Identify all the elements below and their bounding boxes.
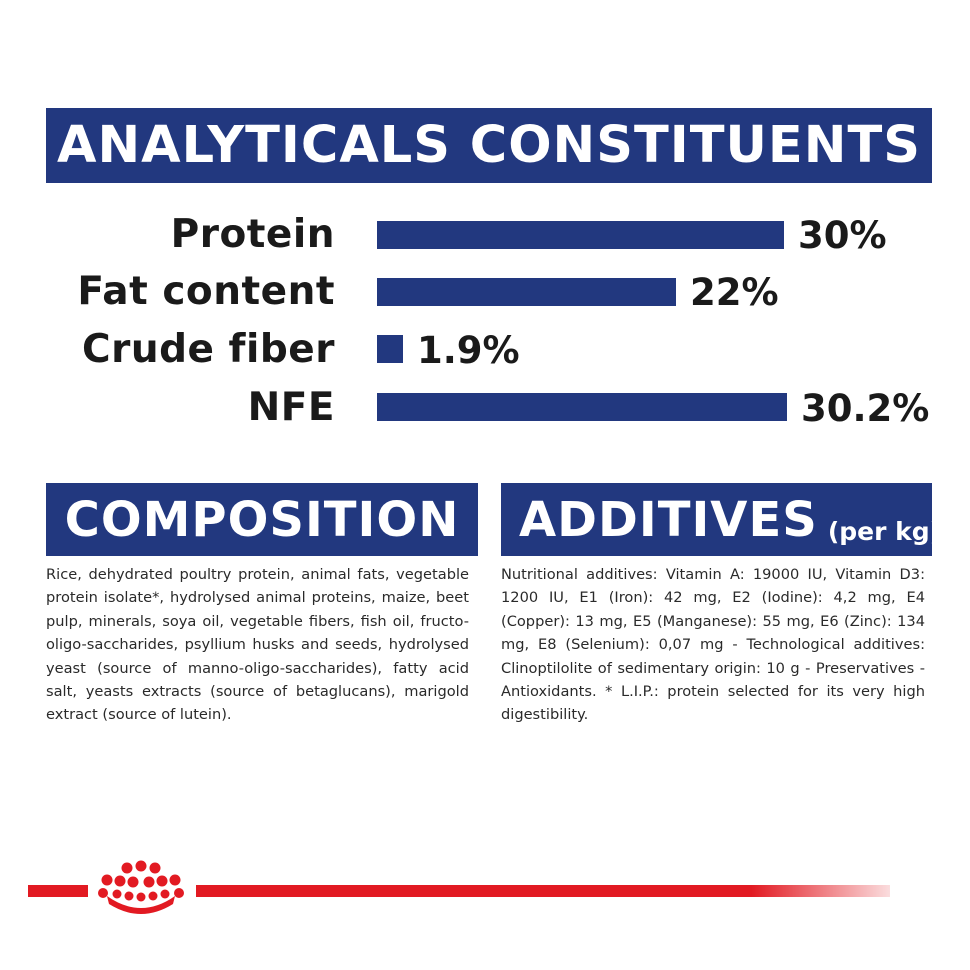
nutrient-bar-nfe <box>377 393 787 421</box>
footer-rule-right <box>196 885 890 897</box>
royal-canin-crown-icon <box>93 860 189 916</box>
additives-title: ADDITIVES <box>519 491 818 548</box>
additives-title-banner <box>501 483 942 556</box>
analyticals-title: ANALYTICALS CONSTITUENTS <box>46 108 932 183</box>
nutrient-label-fiber: Crude fiber <box>81 327 335 372</box>
nutrient-bar-protein <box>377 221 784 249</box>
composition-text: Rice, dehydrated poultry protein, animal fats, vegetable protein isolate*, hydrolysed animal proteins, maize, beet pulp, minerals, soya oil, vegetable fibers, fish oil, fructo- oligo-saccharides, psyllium husks and seeds, hydrolysed yeast (source of manno-oligo-saccharides), fatty acid salt, yeasts extracts (source of betaglucans), marigold extract (source of lutein). <box>46 566 469 724</box>
nutrient-label-fat: Fat content <box>77 269 335 314</box>
footer-rule-left <box>28 885 88 897</box>
nutrient-label-nfe: NFE <box>247 385 335 430</box>
additives-text: Nutritional additives: Vitamin A: 19000 IU, Vitamin D3: 1200 IU, E1 (Iron): 42 mg, E2 (Iodine): 4,2 mg, E4 (Copper): 13 mg, E5 (Manganese): 55 mg, E6 (Zinc): 134 mg, E8 (Selenium): 0,07 mg - Technological additives: Clinoptilolite of sedimentary origin: 10 g - Preservatives - Antioxidants. * L.I.P.: protein selected for its very high digestibility. <box>501 566 925 724</box>
nutrient-value-fiber: 1.9% <box>417 329 520 372</box>
composition-title: COMPOSITION <box>46 483 478 556</box>
nutrient-value-fat: 22% <box>690 271 779 314</box>
nutrient-value-protein: 30% <box>798 214 887 257</box>
additives-unit: (per kg) <box>827 517 942 546</box>
nutrient-value-nfe: 30.2% <box>801 387 930 430</box>
nutrient-label-protein: Protein <box>170 212 335 257</box>
nutrient-bar-fiber <box>377 335 403 363</box>
nutrient-bar-fat <box>377 278 676 306</box>
